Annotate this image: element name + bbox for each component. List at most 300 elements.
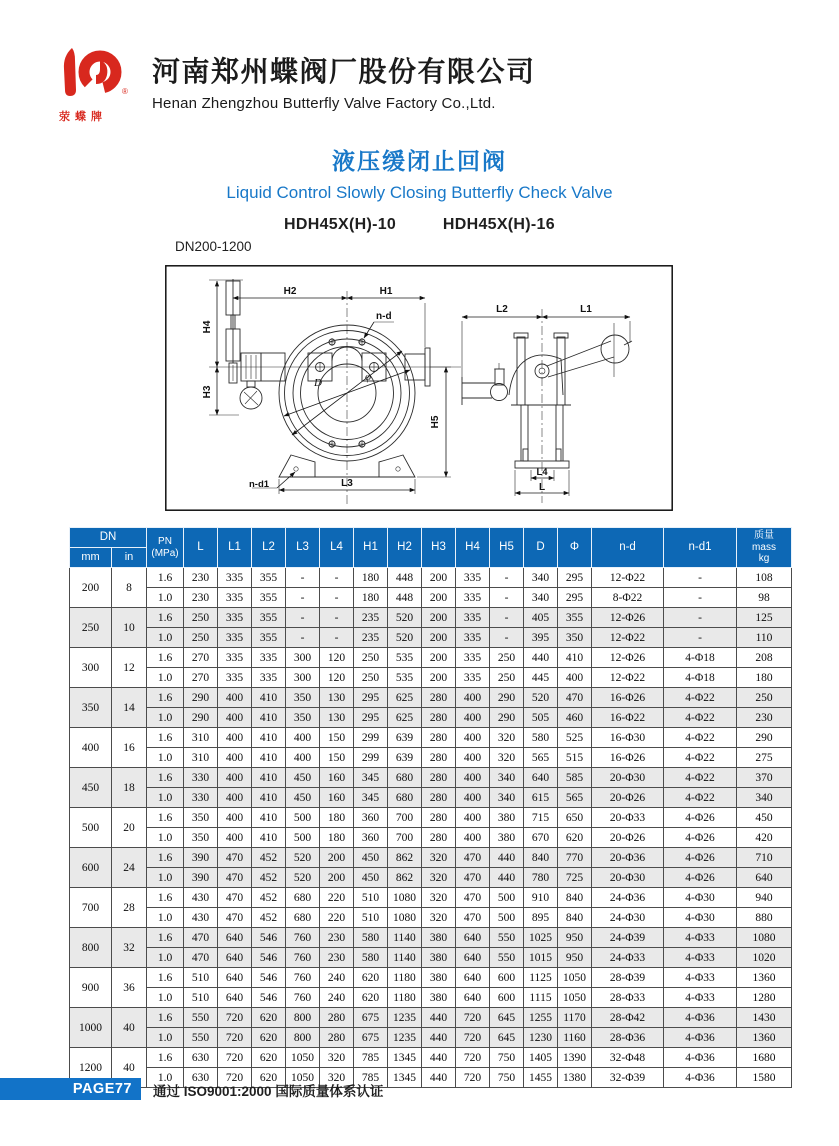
col-mass (737, 528, 792, 568)
dim-label-h5: H5 (430, 415, 441, 429)
dim-cell: 510 (354, 888, 388, 908)
dim-cell: 380 (422, 988, 456, 1008)
dim-cell: 250 (490, 648, 524, 668)
model-left: HDH45X(H)-10 (284, 216, 397, 233)
dim-cell: 16-Φ22 (592, 708, 664, 728)
dim-cell: - (664, 588, 737, 608)
dim-cell: 200 (422, 588, 456, 608)
col-l3: L3 (286, 528, 320, 568)
dim-cell: 470 (184, 948, 218, 968)
dn-range-label: DN200-1200 (175, 239, 252, 254)
dim-cell: 220 (320, 908, 354, 928)
dim-cell: 200 (320, 848, 354, 868)
side-view (462, 304, 632, 503)
dim-cell: 565 (558, 788, 592, 808)
dim-cell: 450 (286, 768, 320, 788)
dim-cell: 440 (490, 868, 524, 888)
table-row (70, 768, 792, 788)
dim-cell: 500 (490, 888, 524, 908)
dim-cell: 520 (388, 628, 422, 648)
dim-cell: 24-Φ39 (592, 928, 664, 948)
dim-cell: 430 (184, 888, 218, 908)
dim-cell: 1390 (558, 1048, 592, 1068)
dim-cell: 335 (456, 588, 490, 608)
dim-cell: 335 (456, 608, 490, 628)
dim-cell: 400 (456, 728, 490, 748)
dim-cell: 130 (320, 688, 354, 708)
dim-cell: - (286, 588, 320, 608)
dim-cell: 300 (286, 668, 320, 688)
dim-cell: - (490, 568, 524, 588)
dim-cell: 410 (252, 728, 286, 748)
dim-cell: 335 (218, 568, 252, 588)
table-row (70, 668, 792, 688)
mass-cell: 420 (737, 828, 792, 848)
dn-in-cell: 40 (112, 1008, 147, 1048)
dim-cell: 335 (456, 568, 490, 588)
dim-cell: 280 (320, 1028, 354, 1048)
dim-cell: 295 (354, 708, 388, 728)
dim-cell: 440 (524, 648, 558, 668)
dim-cell: 345 (354, 788, 388, 808)
front-view (202, 279, 461, 506)
dim-cell: 380 (422, 928, 456, 948)
pn-cell: 1.6 (147, 608, 184, 628)
dim-cell: 335 (218, 628, 252, 648)
pn-cell: 1.0 (147, 748, 184, 768)
dim-cell: 720 (456, 1028, 490, 1048)
col-l4: L4 (320, 528, 354, 568)
dim-cell: - (664, 608, 737, 628)
dim-cell: 550 (490, 948, 524, 968)
dim-cell: 200 (422, 648, 456, 668)
product-title-cn: 液压缓闭止回阀 (332, 148, 507, 174)
mass-cell: 230 (737, 708, 792, 728)
dim-cell: 235 (354, 628, 388, 648)
pn-cell: 1.6 (147, 688, 184, 708)
col-h2: H2 (388, 528, 422, 568)
dim-cell: 335 (218, 608, 252, 628)
dim-cell: 460 (558, 708, 592, 728)
spec-table-body (70, 568, 792, 1088)
dim-cell: 250 (184, 628, 218, 648)
dim-cell: 1025 (524, 928, 558, 948)
dim-cell: 395 (524, 628, 558, 648)
dim-cell: 390 (184, 848, 218, 868)
dim-cell: 250 (184, 608, 218, 628)
dim-cell: 280 (422, 708, 456, 728)
dim-cell: 400 (218, 828, 252, 848)
dim-cell: 270 (184, 648, 218, 668)
table-row (70, 888, 792, 908)
dim-cell: 4-Φ33 (664, 928, 737, 948)
col-l1: L1 (218, 528, 252, 568)
dim-cell: 335 (218, 668, 252, 688)
dim-cell: 400 (218, 808, 252, 828)
dim-cell: 410 (252, 788, 286, 808)
dn-mm-cell: 700 (70, 888, 112, 928)
mass-cell: 98 (737, 588, 792, 608)
dim-cell: 1380 (558, 1068, 592, 1088)
dim-cell: 4-Φ33 (664, 948, 737, 968)
dn-mm-cell: 450 (70, 768, 112, 808)
col-h4: H4 (456, 528, 490, 568)
dim-cell: 760 (286, 948, 320, 968)
dim-cell: 720 (218, 1068, 252, 1088)
pn-line1: PN (158, 535, 172, 547)
dim-cell: 1170 (558, 1008, 592, 1028)
dim-cell: 720 (218, 1048, 252, 1068)
mass-line3: kg (758, 553, 770, 565)
table-row (70, 628, 792, 648)
dim-cell: 32-Φ48 (592, 1048, 664, 1068)
dim-cell: 1180 (388, 968, 422, 988)
dn-in-cell: 12 (112, 648, 147, 688)
dim-cell: 410 (252, 828, 286, 848)
table-row (70, 688, 792, 708)
mass-cell: 370 (737, 768, 792, 788)
dim-cell: 28-Φ39 (592, 968, 664, 988)
dim-cell: 335 (456, 648, 490, 668)
dim-cell: 800 (286, 1028, 320, 1048)
title-block (0, 143, 839, 234)
dim-cell: 355 (252, 588, 286, 608)
dim-cell: 470 (218, 888, 252, 908)
dim-cell: 230 (184, 588, 218, 608)
product-title-en: Liquid Control Slowly Closing Butterfly Check Valve (226, 183, 613, 202)
dim-cell: 1180 (388, 988, 422, 1008)
dim-cell: 720 (456, 1008, 490, 1028)
mass-cell: 1360 (737, 968, 792, 988)
dim-cell: 550 (184, 1008, 218, 1028)
mass-cell: 940 (737, 888, 792, 908)
company-name-en: Henan Zhengzhou Butterfly Valve Factory Co.,Ltd. (152, 95, 496, 112)
dim-cell: 640 (218, 928, 252, 948)
dim-cell: 1235 (388, 1008, 422, 1028)
table-header (70, 528, 792, 568)
dim-cell: 640 (218, 968, 252, 988)
spec-table (69, 527, 792, 1088)
dim-cell: 580 (524, 728, 558, 748)
pn-cell: 1.0 (147, 788, 184, 808)
mass-cell: 880 (737, 908, 792, 928)
pn-line2: (MPa) (151, 547, 179, 559)
pn-cell: 1.6 (147, 888, 184, 908)
dim-cell: 335 (252, 668, 286, 688)
pn-cell: 1.6 (147, 1008, 184, 1028)
dim-cell: 620 (354, 988, 388, 1008)
dim-cell: 280 (422, 828, 456, 848)
dim-label-l4: L4 (536, 467, 548, 478)
dim-cell: 4-Φ26 (664, 868, 737, 888)
mass-cell: 180 (737, 668, 792, 688)
dim-cell: 565 (524, 748, 558, 768)
mass-cell: 110 (737, 628, 792, 648)
dim-cell: 546 (252, 988, 286, 1008)
dim-cell: 680 (286, 888, 320, 908)
dim-cell: 625 (388, 708, 422, 728)
dn-in-cell: 16 (112, 728, 147, 768)
dim-cell: 1080 (388, 888, 422, 908)
dim-cell: 950 (558, 948, 592, 968)
dim-label-h1: H1 (379, 286, 393, 297)
dim-cell: 350 (286, 688, 320, 708)
dim-cell: 440 (422, 1068, 456, 1088)
dim-cell: 640 (456, 968, 490, 988)
dim-cell: 1345 (388, 1048, 422, 1068)
dim-cell: 200 (422, 668, 456, 688)
table-row (70, 968, 792, 988)
dim-cell: 120 (320, 668, 354, 688)
dim-label-l1: L1 (580, 304, 592, 315)
dim-cell: 400 (456, 808, 490, 828)
col-phi: Φ (558, 528, 592, 568)
dim-cell: 510 (184, 988, 218, 1008)
dim-cell: 310 (184, 728, 218, 748)
dim-cell: 630 (184, 1048, 218, 1068)
dim-cell: 535 (388, 648, 422, 668)
dim-cell: 580 (354, 948, 388, 968)
col-pn (147, 528, 184, 568)
dim-cell: 200 (320, 868, 354, 888)
dim-cell: 240 (320, 988, 354, 1008)
dim-cell: 290 (490, 708, 524, 728)
dim-cell: 295 (558, 568, 592, 588)
table-row (70, 1028, 792, 1048)
dim-cell: 645 (490, 1008, 524, 1028)
dim-cell: 620 (252, 1048, 286, 1068)
dim-cell: 350 (184, 828, 218, 848)
dim-cell: 470 (218, 848, 252, 868)
dim-cell: 8-Φ22 (592, 588, 664, 608)
dim-cell: 1080 (388, 908, 422, 928)
dim-cell: 180 (354, 588, 388, 608)
dim-cell: 650 (558, 808, 592, 828)
dim-cell: 410 (252, 688, 286, 708)
dn-mm-cell: 800 (70, 928, 112, 968)
dim-label-nd: n-d (376, 311, 392, 322)
dim-cell: 320 (422, 868, 456, 888)
dim-cell: 220 (320, 888, 354, 908)
dim-cell: 4-Φ33 (664, 968, 737, 988)
dim-cell: 785 (354, 1048, 388, 1068)
mass-cell: 275 (737, 748, 792, 768)
dim-cell: 645 (490, 1028, 524, 1048)
dim-cell: 500 (286, 808, 320, 828)
dim-cell: 4-Φ18 (664, 668, 737, 688)
col-l2: L2 (252, 528, 286, 568)
dim-cell: 280 (422, 808, 456, 828)
pn-cell: 1.0 (147, 868, 184, 888)
dim-cell: 280 (422, 688, 456, 708)
dim-cell: 950 (558, 928, 592, 948)
dim-cell: 400 (456, 748, 490, 768)
dim-cell: 16-Φ26 (592, 748, 664, 768)
dim-cell: 448 (388, 588, 422, 608)
dim-cell: 639 (388, 748, 422, 768)
dim-cell: 320 (422, 908, 456, 928)
pn-cell: 1.6 (147, 968, 184, 988)
dim-cell: 120 (320, 648, 354, 668)
dim-cell: 4-Φ22 (664, 708, 737, 728)
dim-cell: 1455 (524, 1068, 558, 1088)
dim-cell: 520 (286, 868, 320, 888)
dim-cell: 360 (354, 808, 388, 828)
dim-cell: 520 (286, 848, 320, 868)
dim-cell: 12-Φ22 (592, 628, 664, 648)
dim-cell: - (320, 568, 354, 588)
dim-cell: 670 (524, 828, 558, 848)
dim-cell: 320 (320, 1068, 354, 1088)
dim-cell: 28-Φ36 (592, 1028, 664, 1048)
dim-cell: 750 (490, 1048, 524, 1068)
model-numbers (0, 216, 839, 234)
dim-cell: 160 (320, 768, 354, 788)
dim-cell: 400 (456, 768, 490, 788)
pn-cell: 1.6 (147, 648, 184, 668)
dim-cell: 450 (354, 848, 388, 868)
dim-cell: 448 (388, 568, 422, 588)
dim-cell: 640 (456, 948, 490, 968)
dim-cell: 430 (184, 908, 218, 928)
dim-cell: - (320, 628, 354, 648)
dim-cell: 355 (252, 628, 286, 648)
dim-cell: 620 (354, 968, 388, 988)
dn-in-cell: 20 (112, 808, 147, 848)
dim-cell: 440 (422, 1048, 456, 1068)
pn-cell: 1.6 (147, 1048, 184, 1068)
table-row (70, 1048, 792, 1068)
dim-cell: 546 (252, 928, 286, 948)
dn-mm-cell: 200 (70, 568, 112, 608)
dim-cell: 680 (388, 768, 422, 788)
dim-cell: 320 (490, 748, 524, 768)
dim-cell: 410 (252, 748, 286, 768)
dim-cell: 515 (558, 748, 592, 768)
dim-cell: 20-Φ30 (592, 868, 664, 888)
dim-cell: 250 (354, 668, 388, 688)
dim-cell: 510 (184, 968, 218, 988)
pn-cell: 1.6 (147, 928, 184, 948)
dim-cell: 380 (422, 948, 456, 968)
dim-cell: 280 (422, 788, 456, 808)
dim-cell: 680 (388, 788, 422, 808)
col-h1: H1 (354, 528, 388, 568)
dim-cell: 16-Φ30 (592, 728, 664, 748)
dim-cell: 440 (490, 848, 524, 868)
dim-cell: 1235 (388, 1028, 422, 1048)
col-h5: H5 (490, 528, 524, 568)
dim-cell: 4-Φ22 (664, 748, 737, 768)
col-nd: n-d (592, 528, 664, 568)
dim-cell: 470 (456, 888, 490, 908)
dn-in-cell: 8 (112, 568, 147, 608)
dim-cell: 350 (558, 628, 592, 648)
dim-cell: 290 (490, 688, 524, 708)
dn-in-cell: 18 (112, 768, 147, 808)
dim-cell: 380 (490, 828, 524, 848)
dim-cell: 280 (422, 748, 456, 768)
mass-cell: 1580 (737, 1068, 792, 1088)
pn-cell: 1.0 (147, 948, 184, 968)
dim-cell: 32-Φ39 (592, 1068, 664, 1088)
dim-cell: 4-Φ18 (664, 648, 737, 668)
dim-cell: 250 (354, 648, 388, 668)
dim-cell: 1140 (388, 928, 422, 948)
dn-mm-cell: 300 (70, 648, 112, 688)
company-logo (56, 42, 148, 124)
mass-cell: 125 (737, 608, 792, 628)
dn-in-cell: 36 (112, 968, 147, 1008)
dim-cell: 620 (252, 1068, 286, 1088)
dim-cell: 470 (184, 928, 218, 948)
table-row (70, 868, 792, 888)
dim-cell: 1230 (524, 1028, 558, 1048)
mass-cell: 1680 (737, 1048, 792, 1068)
dim-cell: 675 (354, 1028, 388, 1048)
dim-cell: 535 (388, 668, 422, 688)
dim-cell: 160 (320, 788, 354, 808)
dim-cell: 640 (524, 768, 558, 788)
dim-cell: 180 (320, 808, 354, 828)
dim-cell: 620 (558, 828, 592, 848)
dn-in-cell: 32 (112, 928, 147, 968)
dim-cell: 20-Φ36 (592, 848, 664, 868)
dim-cell: 240 (320, 968, 354, 988)
dn-mm-cell: 1200 (70, 1048, 112, 1088)
dim-cell: 440 (422, 1028, 456, 1048)
dim-cell: 400 (456, 708, 490, 728)
dim-cell: 525 (558, 728, 592, 748)
dim-cell: - (490, 588, 524, 608)
col-dn: DN (70, 528, 147, 548)
pn-cell: 1.0 (147, 828, 184, 848)
col-h3: H3 (422, 528, 456, 568)
dim-cell: 450 (286, 788, 320, 808)
table-row (70, 708, 792, 728)
dim-cell: 150 (320, 748, 354, 768)
dim-cell: 330 (184, 788, 218, 808)
dim-cell: 505 (524, 708, 558, 728)
dim-cell: 130 (320, 708, 354, 728)
dim-cell: 500 (286, 828, 320, 848)
dim-cell: - (320, 588, 354, 608)
dim-cell: 340 (490, 788, 524, 808)
mass-cell: 640 (737, 868, 792, 888)
pn-cell: 1.0 (147, 588, 184, 608)
dim-cell: 510 (354, 908, 388, 928)
dim-cell: 4-Φ26 (664, 848, 737, 868)
mass-cell: 1080 (737, 928, 792, 948)
dim-cell: 4-Φ26 (664, 828, 737, 848)
dim-cell: 520 (524, 688, 558, 708)
dim-cell: 345 (354, 768, 388, 788)
dim-cell: 320 (422, 888, 456, 908)
pn-cell: 1.0 (147, 1028, 184, 1048)
dim-cell: 299 (354, 748, 388, 768)
table-row (70, 828, 792, 848)
dim-cell: 355 (558, 608, 592, 628)
dim-cell: 20-Φ30 (592, 768, 664, 788)
dim-cell: 725 (558, 868, 592, 888)
mass-cell: 1360 (737, 1028, 792, 1048)
dim-cell: 840 (558, 888, 592, 908)
dim-cell: 4-Φ33 (664, 988, 737, 1008)
dim-cell: 862 (388, 848, 422, 868)
dim-cell: 1015 (524, 948, 558, 968)
dim-cell: 546 (252, 968, 286, 988)
dim-cell: 335 (218, 648, 252, 668)
